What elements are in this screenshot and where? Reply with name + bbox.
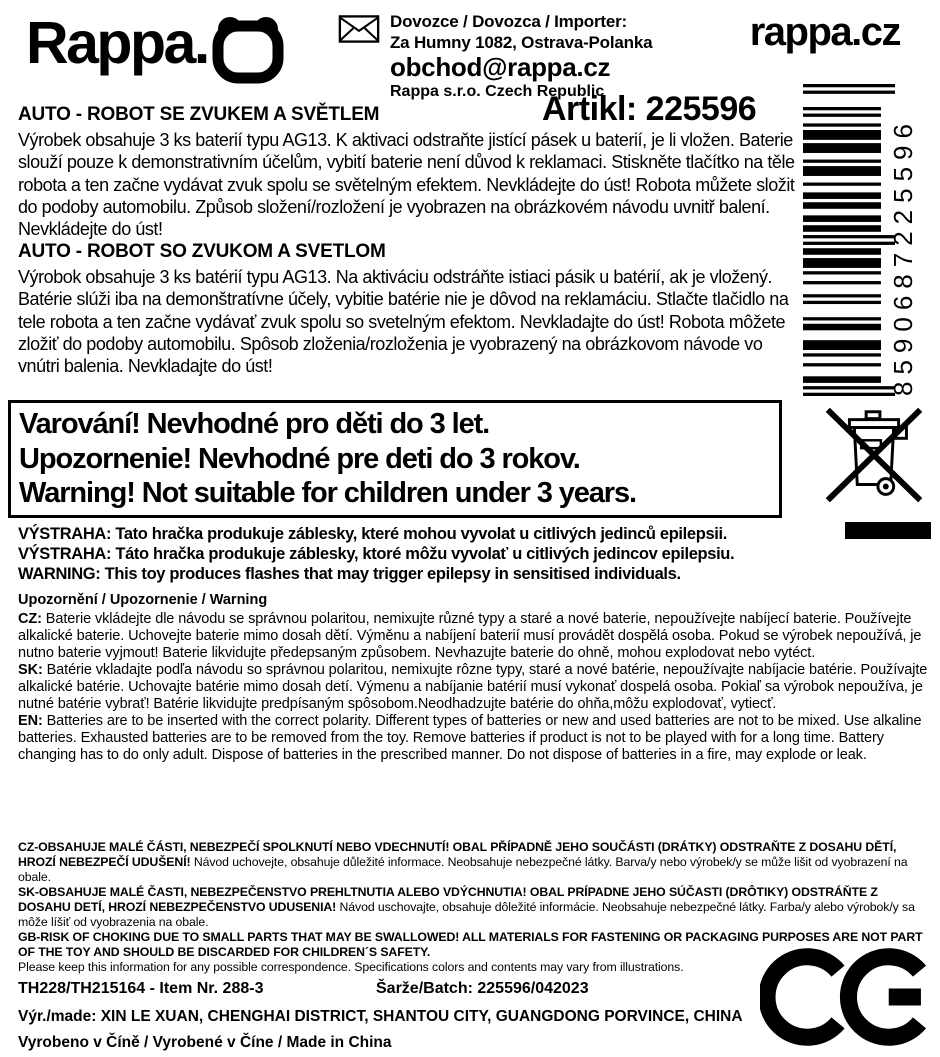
- battery-sk-text: Batérie vkladajte podľa návodu so správnou polaritou, nemixujte rôzne typy, staré a nové batérie, nepoužívajte nabíjacie batérie. Používajte alkalické batérie. Uchovajte batérie mimo dosah detí. Výmenu a nabíjanie batérií musí vykonať dospelá osoba. Pokiaľ sa výrobok nepoužíva, je nutné batérie vybrať! Batérie likvidujte predpísaným spôsobom.Neodhadzujte batérie do ohňa,môžu explodovať, vytiecť.: [18, 662, 928, 712]
- barcode: [803, 84, 895, 396]
- age-warning-box: [8, 400, 782, 518]
- ce-mark-icon: [760, 946, 936, 1048]
- envelope-icon: [338, 15, 380, 43]
- age-warning-en: Warning! Not suitable for children under 3 years.: [19, 477, 636, 509]
- bear-icon: [210, 14, 286, 84]
- importer-company: Rappa s.r.o. Czech Republic: [390, 83, 605, 100]
- small-print-gb: GB-RISK OF CHOKING DUE TO SMALL PARTS THAT MAY BE SWALLOWED! ALL MATERIALS FOR FASTENING OR PACKAGING PURPOSES ARE NOT PART OF THE TOY AND SHOULD BE DISCARDED FOR CHILDREN´S SAFETY.: [18, 930, 923, 959]
- manufacturer-line: Výr./made: XIN LE XUAN, CHENGHAI DISTRICT, SHANTOU CITY, GUANGDONG PORVINCE, CHINA: [18, 1008, 743, 1025]
- item-number: TH228/TH215164 - Item Nr. 288-3: [18, 980, 264, 997]
- rappa-cz-logo: rappa.cz: [749, 10, 900, 54]
- small-print-sk: [18, 885, 931, 930]
- battery-cz: [18, 611, 928, 662]
- weee-crossed-bin-icon: [812, 398, 936, 516]
- importer-block: [338, 12, 652, 102]
- weee-black-bar: [845, 522, 931, 539]
- battery-section: [18, 592, 928, 764]
- product-body-sk: Výrobok obsahuje 3 ks batérií typu AG13. Na aktiváciu odstráňte istiaci pásik u batérií, ak je vložený. Batérie slúži iba na demonštratívne účely, vybitie batérie nie je dôvod na reklamáciu. Stlačte tlačidlo na tele robota a ten začne vydávať zvuk spolu so svetelným efektom. Nevkladajte do úst! Robota môžete zložiť do podoby automobilu. Spôsob zloženia/rozloženia je vyobrazený na obrázkovom návode vo vnútri balenia. Nevkladajte do úst!: [18, 267, 789, 377]
- epilepsy-cz: VÝSTRAHA: Tato hračka produkuje záblesky, které mohou vyvolat u citlivých jedinců epilepsii.: [18, 525, 727, 543]
- small-print-cz-bold: CZ-OBSAHUJE MALÉ ČÁSTI, NEBEZPEČÍ SPOLKNUTÍ NEBO VDECHNUTÍ! OBAL PŘÍPADNĚ JEHO SOUČÁSTI (DRÁTKY) ODSTRAŇTE Z DOSAHU DĚTÍ, HROZÍ NEBEZPEČÍ UDUŠENÍ!: [18, 840, 897, 869]
- made-in-line: Vyrobeno v Číně / Vyrobené v Číne / Made in China: [18, 1034, 392, 1051]
- product-body-cz: Výrobek obsahuje 3 ks baterií typu AG13. K aktivaci odstraňte jistící pásek u baterií, je li vložen. Baterie slouží pouze k demonstrativním účelům, vybití baterie není důvod k reklamaci. Stiskněte tlačítko na těle robota a ten začne vydávat zvuk spolu se světelným efektem. Nevkládejte do úst! Robota můžete složit do podoby automobilu. Způsob složení/rozložení je vyobrazen na obrázkovém návodu uvnitř balení. Nevkládejte do úst!: [18, 130, 795, 240]
- barcode-number: 8590687225596: [888, 117, 918, 396]
- small-print-sk-rest: Návod uschovajte, obsahuje dôležité informácie. Neobsahuje nebezpečné látky. Farba/y alebo výrobok/y sa môže líšiť od vyobrazenia na obale.: [18, 900, 915, 929]
- batch-number: Šarže/Batch: 225596/042023: [376, 980, 589, 997]
- article-number: Artikl: 225596: [542, 90, 757, 128]
- importer-label: Dovozce / Dovozca / Importer:: [390, 12, 627, 31]
- epilepsy-warnings: [18, 524, 734, 584]
- small-print-note: Please keep this information for any possible correspondence. Specifications colors and contents may vary from illustrations.: [18, 960, 684, 974]
- importer-address: Za Humny 1082, Ostrava-Polanka: [390, 32, 653, 52]
- age-warning-cz: Varování! Nevhodné pro děti do 3 let.: [19, 408, 490, 440]
- age-warning-sk: Upozornenie! Nevhodné pre deti do 3 rokov.: [19, 442, 580, 475]
- battery-sk-label: SK:: [18, 662, 43, 678]
- battery-cz-label: CZ:: [18, 611, 42, 627]
- rappa-logo-text: Rappa.: [26, 10, 208, 76]
- epilepsy-en: WARNING: This toy produces flashes that may trigger epilepsy in sensitised individuals.: [18, 565, 681, 583]
- battery-en-label: EN:: [18, 713, 43, 729]
- battery-en-text: Batteries are to be inserted with the correct polarity. Different types of batteries or new and used batteries are not to be mixed. Use alkaline batteries. Exhausted batteries are to be removed from the toy. Remove batteries if product is not to be played with for a long time. Battery changing has to do only adult. Dispose of batteries in the prescribed manner. Do not dispose of batteries in a fire, may explode or leak.: [18, 713, 922, 763]
- battery-sk: [18, 662, 928, 713]
- battery-en: [18, 713, 928, 764]
- small-print-cz-rest: Návod uchovejte, obsahuje důležité informace. Neobsahuje nebezpečné látky. Barva/y nebo výrobek/y se může lišit od vyobrazení na obale.: [18, 855, 908, 884]
- battery-heading: Upozornění / Upozornenie / Warning: [18, 592, 268, 608]
- epilepsy-sk: VÝSTRAHA: Táto hračka produkuje záblesky, ktoré môžu vyvolať u citlivých jedincov epilepsiu.: [18, 545, 735, 563]
- barcode-bars: [803, 84, 895, 396]
- battery-cz-text: Baterie vkládejte dle návodu se správnou polaritou, nemixujte různé typy a staré a nové baterie, nepoužívejte nabíjecí baterie. Používejte alkalické baterie. Uchovejte baterie mimo dosah dětí. Výměnu a nabíjení baterií musí provádět dospělá osoba. Pokud se výrobek nepoužívá, je nutno baterie vyjmout! Baterie likvidujte předepsaným způsobem. Nevhazujte baterie do ohně, mohou explodovat nebo vytéct.: [18, 611, 922, 661]
- importer-email: obchod@rappa.cz: [390, 52, 611, 82]
- product-title-cz: AUTO - ROBOT SE ZVUKEM A SVĚTLEM: [18, 104, 380, 125]
- small-print-sk-bold: SK-OBSAHUJE MALÉ ČASTI, NEBEZPEČENSTVO PREHLTNUTIA ALEBO VDÝCHNUTIA! OBAL PRÍPADNE JEHO SÚČASTI (DRÔTIKY) ODSTRÁŇTE Z DOSAHU DETÍ, HROZÍ NEBEZPEČENSTVO UDUSENIA!: [18, 885, 878, 914]
- product-title-sk: AUTO - ROBOT SO ZVUKOM A SVETLOM: [18, 241, 386, 262]
- small-print-cz: [18, 840, 931, 885]
- rappa-logo: [26, 6, 286, 84]
